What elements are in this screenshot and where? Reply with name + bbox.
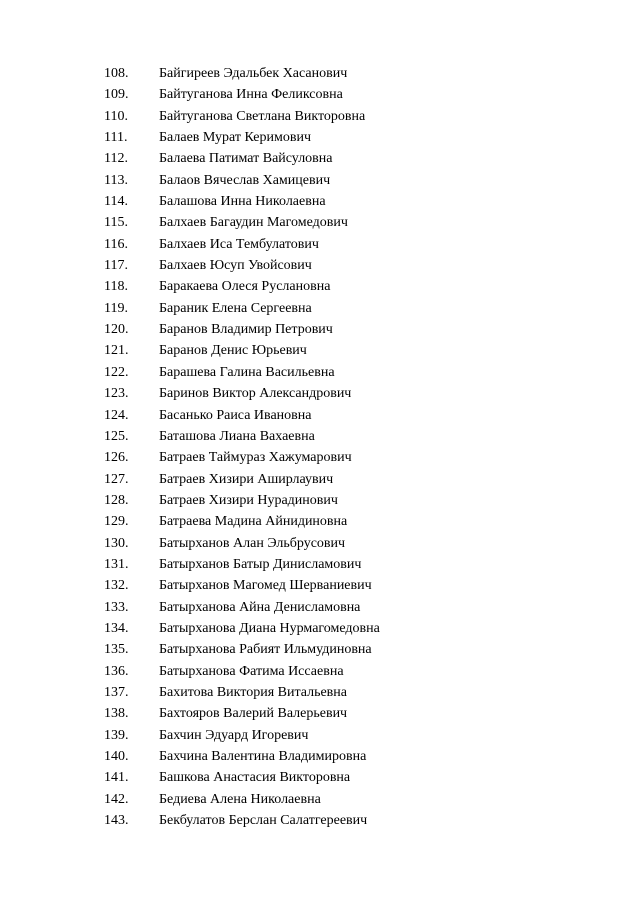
list-item <box>0 405 640 426</box>
entry-name: Баташова Лиана Вахаевна <box>159 428 315 444</box>
list-item <box>0 703 640 724</box>
entry-name: Батырханов Алан Эльбрусович <box>159 535 346 551</box>
list-item <box>0 533 640 554</box>
list-item <box>0 426 640 447</box>
entry-name: Батырханов Магомед Шерваниевич <box>159 578 372 594</box>
entry-name: Бараник Елена Сергеевна <box>159 300 312 316</box>
entry-number: 141. <box>104 770 129 786</box>
entry-name: Барашева Галина Васильевна <box>159 364 335 380</box>
list-item <box>0 63 640 84</box>
list-item <box>0 319 640 340</box>
list-item <box>0 106 640 127</box>
entry-number: 132. <box>104 578 129 594</box>
entry-number: 143. <box>104 813 129 829</box>
entry-number: 128. <box>104 492 129 508</box>
list-item <box>0 340 640 361</box>
list-item <box>0 725 640 746</box>
entry-name: Бекбулатов Берслан Салатгереевич <box>159 813 368 829</box>
entry-name: Батырханова Айна Денисламовна <box>159 599 361 615</box>
entry-number: 138. <box>104 706 129 722</box>
entry-number: 122. <box>104 364 129 380</box>
entry-name: Балашова Инна Николаевна <box>159 194 326 210</box>
list-item <box>0 276 640 297</box>
entry-number: 142. <box>104 791 129 807</box>
entry-number: 120. <box>104 322 129 338</box>
list-item <box>0 191 640 212</box>
entry-number: 129. <box>104 514 129 530</box>
entry-number: 134. <box>104 620 129 636</box>
list-item <box>0 148 640 169</box>
entry-number: 139. <box>104 727 129 743</box>
list-item <box>0 84 640 105</box>
entry-number: 116. <box>104 236 128 252</box>
entry-number: 121. <box>104 343 129 359</box>
list-item <box>0 597 640 618</box>
entry-number: 133. <box>104 599 129 615</box>
entry-name: Балхаев Багаудин Магомедович <box>159 215 348 231</box>
entry-name: Байтуганова Инна Феликсовна <box>159 87 343 103</box>
list-item <box>0 575 640 596</box>
list-item <box>0 767 640 788</box>
entry-number: 108. <box>104 66 129 81</box>
list-item <box>0 789 640 810</box>
entry-number: 119. <box>104 300 128 316</box>
entry-name: Баранов Владимир Петрович <box>159 322 333 338</box>
entry-number: 140. <box>104 749 129 764</box>
list-item <box>0 618 640 639</box>
entry-number: 137. <box>104 684 129 700</box>
entry-name: Байтуганова Светлана Викторовна <box>159 108 366 124</box>
entry-name: Бахчина Валентина Владимировна <box>159 749 367 764</box>
entry-name: Батраев Хизири Аширлаувич <box>159 471 334 487</box>
entry-name: Баранов Денис Юрьевич <box>159 343 307 359</box>
entry-number: 118. <box>104 279 128 295</box>
entry-name: Байгиреев Эдальбек Хасанович <box>159 66 348 81</box>
list-item <box>0 810 640 831</box>
entry-number: 135. <box>104 642 129 658</box>
entry-name: Батырханова Рабият Ильмудиновна <box>159 642 372 658</box>
entry-number: 111. <box>104 130 128 146</box>
entry-name: Балаева Патимат Вайсуловна <box>159 151 333 167</box>
entry-number: 109. <box>104 87 129 103</box>
entry-name: Бахтояров Валерий Валерьевич <box>159 706 348 722</box>
entry-number: 113. <box>104 172 128 188</box>
list-item <box>0 490 640 511</box>
entry-name: Балаев Мурат Керимович <box>159 130 311 146</box>
entry-name: Батраева Мадина Айнидиновна <box>159 514 348 530</box>
entry-name: Баракаева Олеся Руслановна <box>159 279 331 295</box>
entry-name: Башкова Анастасия Викторовна <box>159 770 351 786</box>
entry-number: 123. <box>104 386 129 402</box>
list-item <box>0 682 640 703</box>
list-item <box>0 554 640 575</box>
entry-number: 124. <box>104 407 129 423</box>
entry-number: 115. <box>104 215 128 231</box>
entry-number: 125. <box>104 428 129 444</box>
entry-name: Бахитова Виктория Витальевна <box>159 684 347 700</box>
list-item <box>0 661 640 682</box>
list-item <box>0 298 640 319</box>
entry-number: 117. <box>104 258 128 274</box>
entry-number: 131. <box>104 556 129 572</box>
list-item <box>0 469 640 490</box>
entry-name: Бахчин Эдуард Игоревич <box>159 727 309 743</box>
list-item <box>0 383 640 404</box>
entry-number: 112. <box>104 151 128 167</box>
entry-name: Балхаев Юсуп Увойсович <box>159 258 312 274</box>
list-item <box>0 511 640 532</box>
list-item <box>0 639 640 660</box>
list-item <box>0 234 640 255</box>
entry-number: 136. <box>104 663 129 679</box>
entry-name: Батраев Хизири Нурадинович <box>159 492 338 508</box>
entry-name: Батырханова Диана Нурмагомедовна <box>159 620 380 636</box>
entry-name: Батраев Таймураз Хажумарович <box>159 450 352 466</box>
list-item <box>0 170 640 191</box>
list-item <box>0 746 640 767</box>
name-list <box>0 63 640 831</box>
entry-number: 126. <box>104 450 129 466</box>
list-item <box>0 212 640 233</box>
entry-name: Батырханова Фатима Иссаевна <box>159 663 344 679</box>
entry-number: 127. <box>104 471 129 487</box>
entry-number: 114. <box>104 194 128 210</box>
entry-number: 130. <box>104 535 129 551</box>
list-item <box>0 127 640 148</box>
list-item <box>0 447 640 468</box>
list-item <box>0 255 640 276</box>
entry-number: 110. <box>104 108 128 124</box>
list-item <box>0 362 640 383</box>
entry-name: Батырханов Батыр Динисламович <box>159 556 362 572</box>
entry-name: Бедиева Алена Николаевна <box>159 791 321 807</box>
entry-name: Балхаев Иса Тембулатович <box>159 236 319 252</box>
entry-name: Балаов Вячеслав Хамицевич <box>159 172 331 188</box>
entry-name: Басанько Раиса Ивановна <box>159 407 312 423</box>
entry-name: Баринов Виктор Александрович <box>159 386 352 402</box>
